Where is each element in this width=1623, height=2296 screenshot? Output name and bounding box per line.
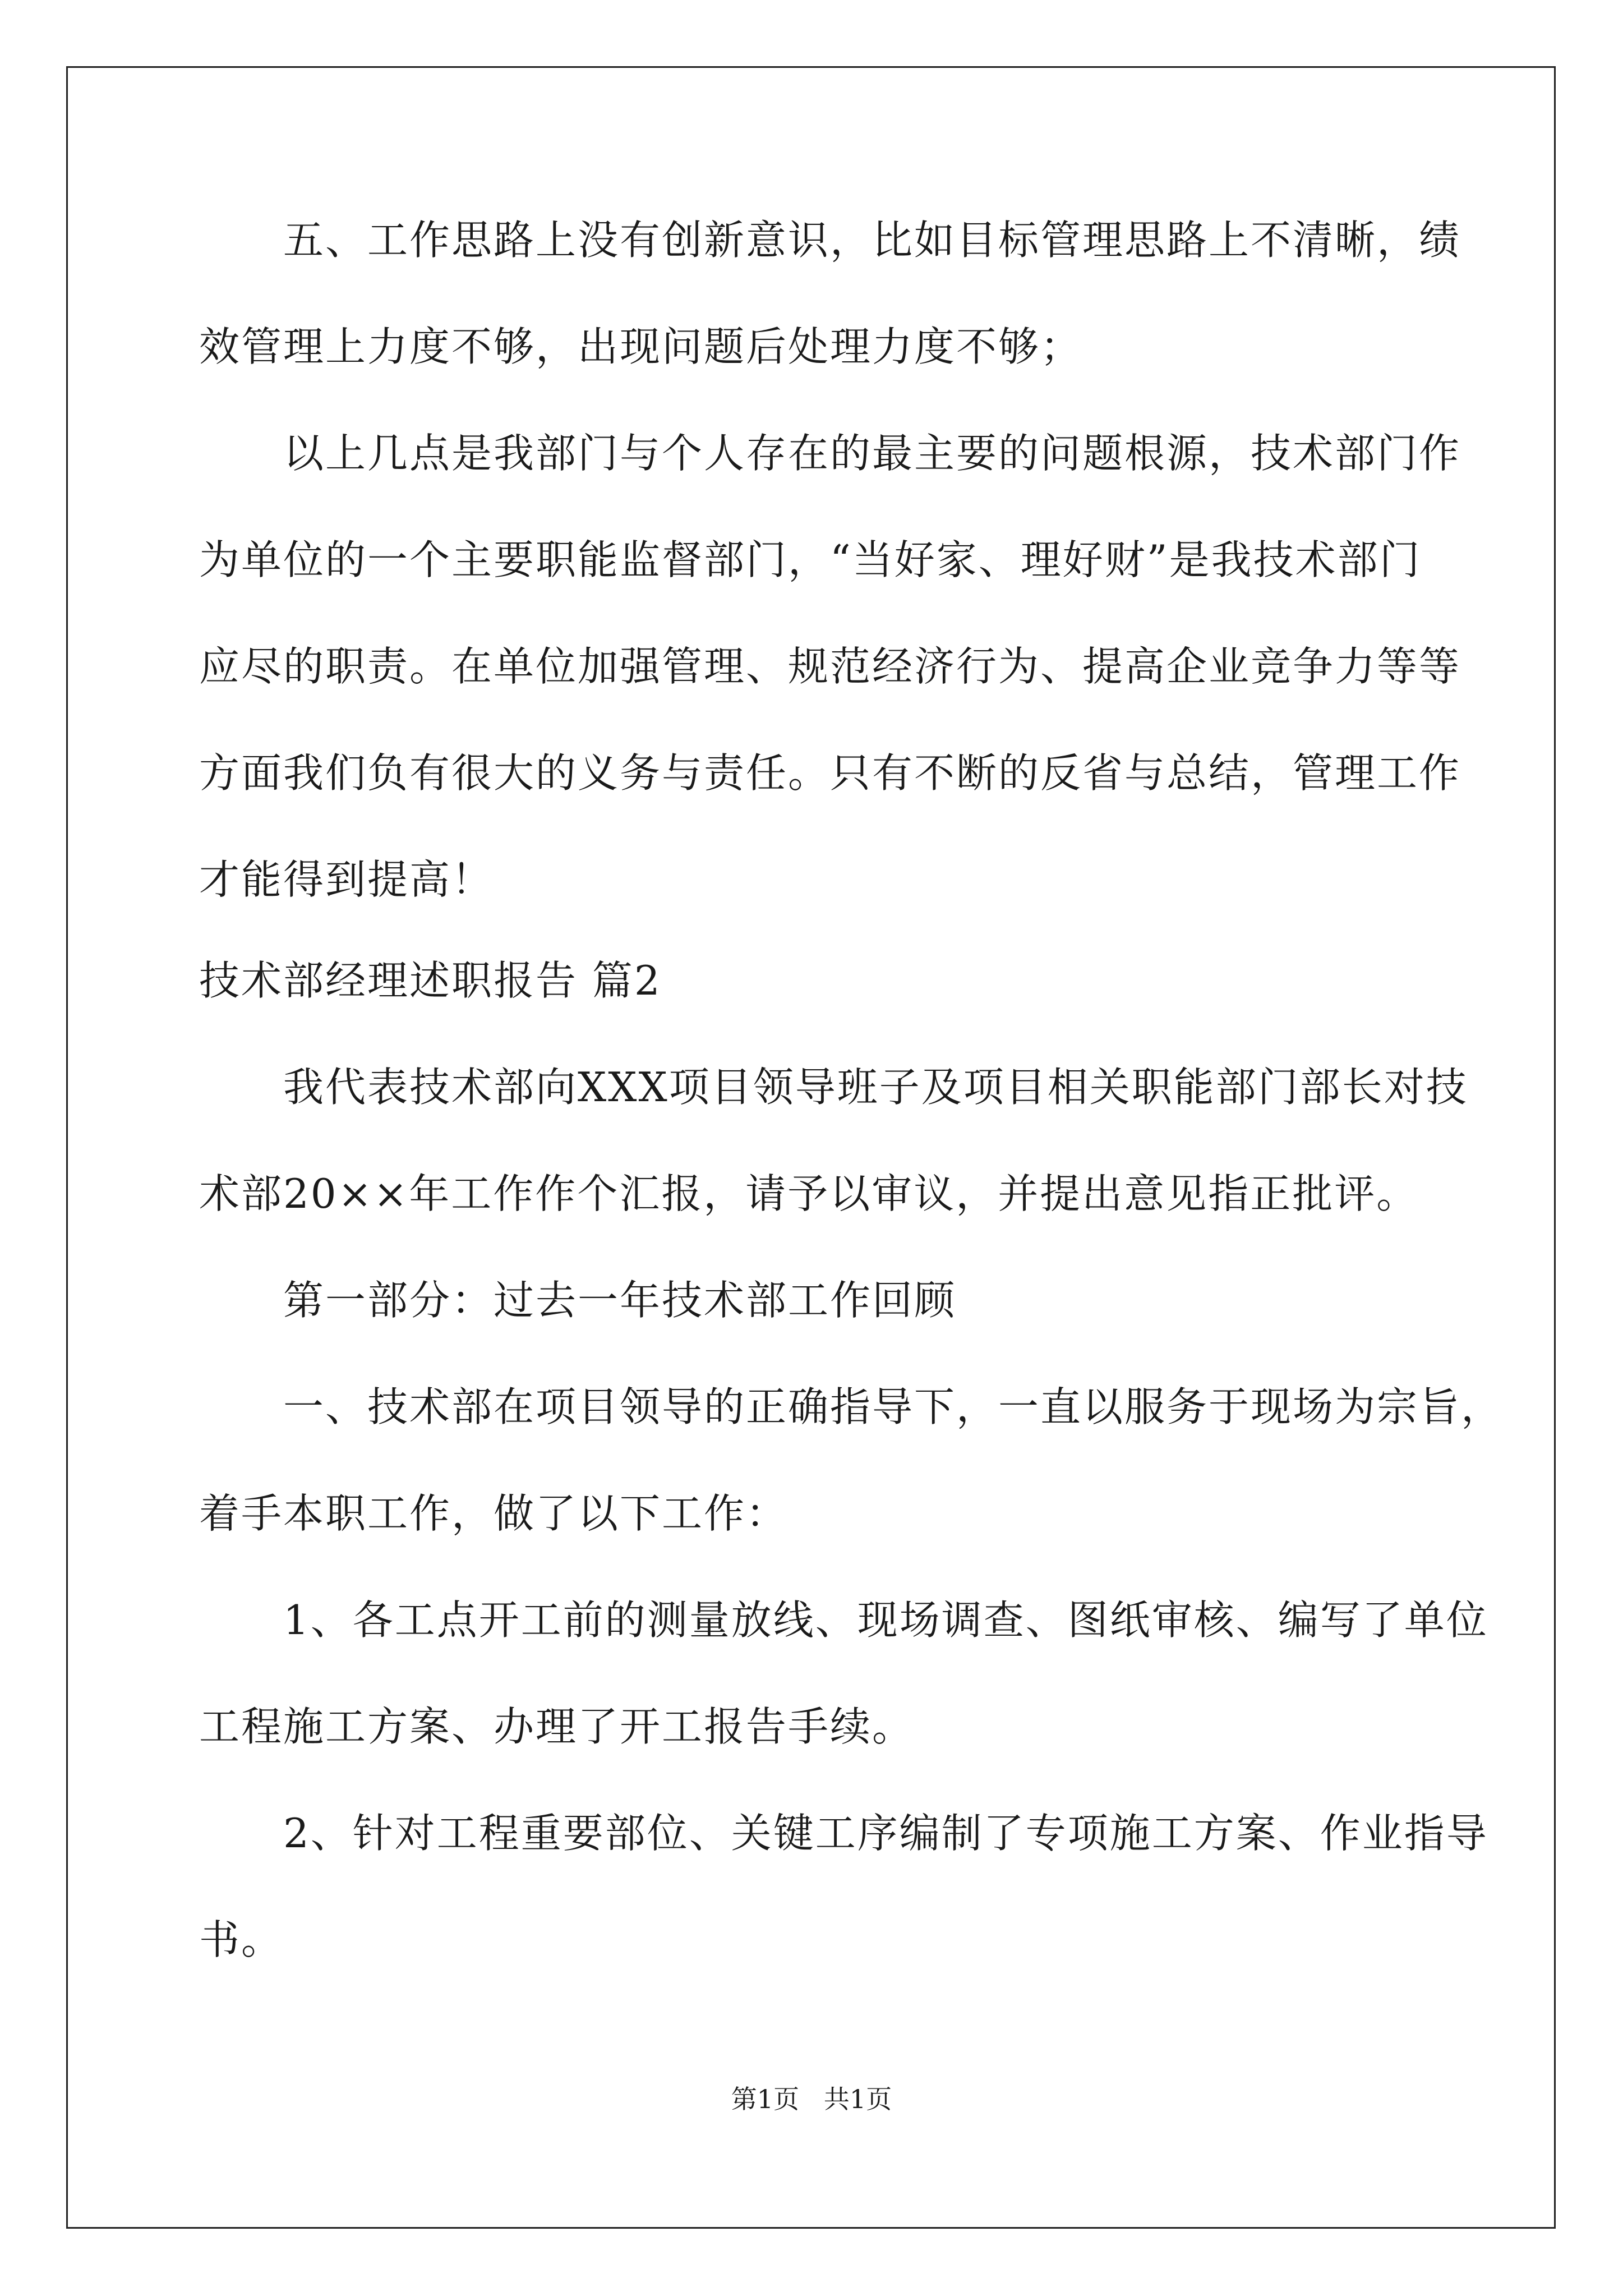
- paragraph-line: 我代表技术部向XXX项目领导班子及项目相关职能部门部长对技: [283, 1064, 1468, 1111]
- paragraph-line: 书。: [199, 1916, 284, 1963]
- paragraph-line: 才能得到提高！: [199, 856, 494, 903]
- paragraph-line: 五、工作思路上没有创新意识，比如目标管理思路上不清晰，绩: [283, 217, 1461, 264]
- paragraph-line: 一、技术部在项目领导的正确指导下，一直以服务于现场为宗旨，: [283, 1383, 1504, 1430]
- section-heading: 技术部经理述职报告 篇2: [199, 957, 662, 1004]
- page-footer: 第1页 共1页: [731, 2084, 892, 2114]
- paragraph-line: 1、各工点开工前的测量放线、现场调查、图纸审核、编写了单位: [283, 1596, 1488, 1644]
- paragraph-line: 方面我们负有很大的义务与责任。只有不断的反省与总结，管理工作: [199, 749, 1461, 797]
- paragraph-line: 以上几点是我部门与个人存在的最主要的问题根源，技术部门作: [283, 430, 1461, 477]
- paragraph-line: 2、针对工程重要部位、关键工序编制了专项施工方案、作业指导: [283, 1810, 1488, 1857]
- paragraph-line: 术部20××年工作作个汇报，请予以审议，并提出意见指正批评。: [199, 1170, 1419, 1217]
- paragraph-line: 着手本职工作，做了以下工作：: [199, 1490, 789, 1537]
- paragraph-line: 工程施工方案、办理了开工报告手续。: [199, 1703, 915, 1750]
- paragraph-line: 为单位的一个主要职能监督部门，“当好家、理好财”是我技术部门: [199, 536, 1422, 583]
- paragraph-line: 应尽的职责。在单位加强管理、规范经济行为、提高企业竞争力等等: [199, 643, 1461, 690]
- paragraph-line: 效管理上力度不够，出现问题后处理力度不够；: [199, 323, 1083, 370]
- page-border: [66, 66, 1556, 2229]
- paragraph-line: 第一部分：过去一年技术部工作回顾: [283, 1277, 957, 1324]
